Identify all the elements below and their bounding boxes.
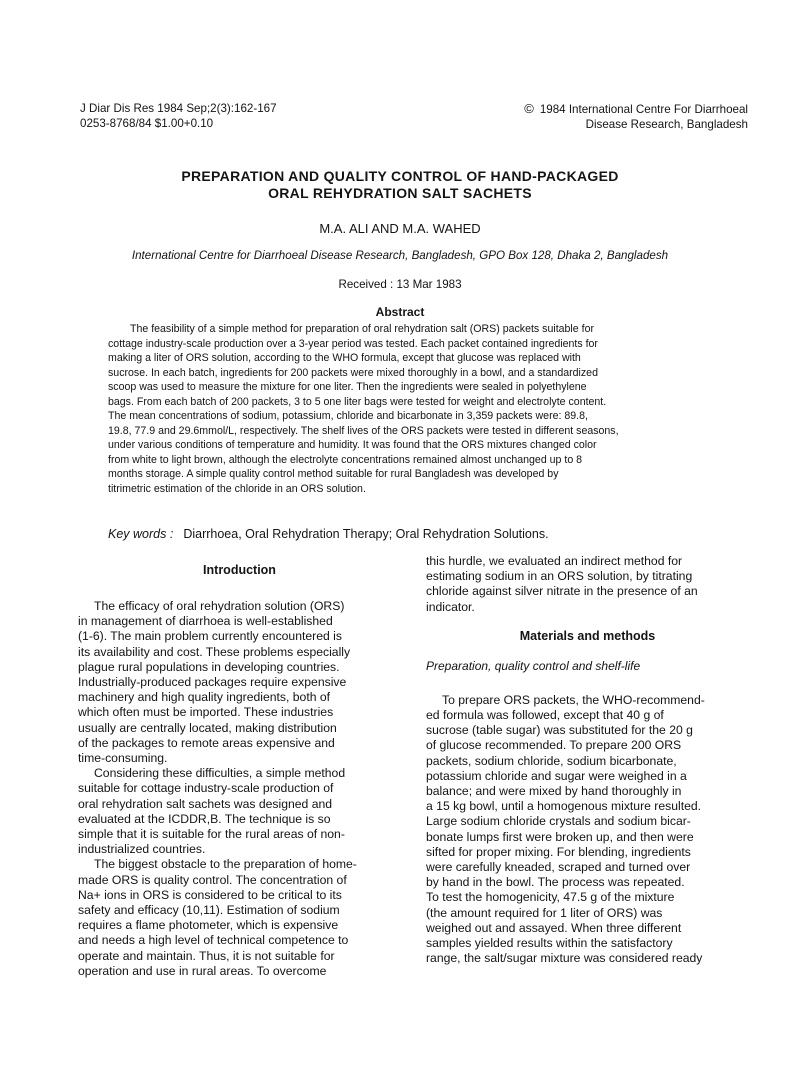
text-line: (1-6). The main problem currently encountered is (78, 629, 342, 644)
text-line: made ORS is quality control. The concentration of (78, 872, 347, 887)
paper-title (0, 168, 800, 202)
right-column (426, 554, 749, 966)
intro-paragraph-2 (78, 766, 401, 857)
abstract-line: The mean concentrations of sodium, potassium, chloride and bicarbonate in 3,359 packets were: 89.8, (108, 410, 588, 422)
text-line: usually are centrally located, making distribution (78, 720, 337, 735)
affiliation: International Centre for Diarrhoeal Disease Research, Bangladesh, GPO Box 128, Dhaka 2, Bangladesh (131, 249, 669, 262)
text-line: samples yielded results within the satisfactory (426, 936, 673, 951)
abstract-line: under various conditions of temperature and humidity. It was found that the ORS mixtures changed color (108, 439, 597, 451)
text-line: Large sodium chloride crystals and sodium bicar- (426, 814, 691, 829)
text-line: Industrially-produced packages require expensive (78, 675, 347, 690)
text-line: balance; and were mixed by hand thoroughly in (426, 784, 682, 799)
text-line: packets, sodium chloride, sodium bicarbonate, (426, 753, 677, 768)
abstract-line: The feasibility of a simple method for preparation of oral rehydration salt (ORS) packets suitable for (130, 323, 594, 335)
copyright-icon: © (524, 101, 534, 116)
text-line: and needs a high level of technical competence to (78, 933, 349, 948)
text-line: time-consuming. (78, 751, 168, 766)
text-line: The biggest obstacle to the preparation of home- (94, 857, 357, 872)
title-line-1: PREPARATION AND QUALITY CONTROL OF HAND-PACKAGED (181, 168, 619, 184)
text-line: oral rehydration salt sachets was designed and (78, 796, 333, 811)
intro-paragraph-1 (78, 599, 401, 766)
text-line: bonate lumps first were broken up, and then were (426, 829, 694, 844)
authors: M.A. ALI AND M.A. WAHED (319, 221, 481, 236)
abstract-line: cottage industry-scale production over a 3-year period was tested. Each packet contained ingredients for (108, 337, 598, 350)
abstract-line: making a liter of ORS solution, according to the WHO formula, except that glucose was replaced with (108, 352, 581, 364)
text-line: simple that it is suitable for the rural areas of non- (78, 827, 345, 842)
text-line: (the amount required for 1 liter of ORS) was (426, 905, 663, 920)
text-line: machinery and high quality ingredients, both of (78, 690, 331, 705)
text-line: industrialized countries. (78, 842, 206, 857)
copyright-line-2: Disease Research, Bangladesh (585, 118, 748, 131)
text-line: range, the salt/sugar mixture was considered ready (426, 951, 703, 966)
text-line: estimating sodium in an ORS solution, by titrating (426, 569, 693, 584)
text-line: indicator. (426, 599, 475, 614)
title-line-2: ORAL REHYDRATION SALT SACHETS (268, 185, 532, 201)
text-line: weighed out and assayed. When three different (426, 920, 682, 935)
preparation-subheading: Preparation, quality control and shelf-life (426, 658, 641, 673)
abstract-line: months storage. A simple quality control method suitable for rural Bangladesh was developed by (108, 468, 559, 480)
text-line: The efficacy of oral rehydration solution (ORS) (94, 599, 345, 613)
text-line: requires a flame photometer, which is expensive (78, 918, 339, 933)
journal-citation (80, 101, 277, 131)
abstract-line: titrimetric estimation of the chloride in an ORS solution. (108, 482, 366, 495)
text-line: which often must be imported. These industries (78, 705, 334, 720)
text-line: To prepare ORS packets, the WHO-recommend- (442, 692, 705, 707)
text-line: of glucose recommended. To prepare 200 ORS (426, 738, 682, 753)
journal-line-2: 0253-8768/84 $1.00+0.10 (80, 117, 214, 130)
copyright-line-1: 1984 International Centre For Diarrhoeal (539, 103, 748, 116)
left-column (78, 563, 401, 979)
text-line: potassium chloride and sugar were weighed in a (426, 768, 687, 783)
text-line: suitable for cottage industry-scale production of (78, 781, 334, 796)
abstract-heading: Abstract (375, 305, 425, 319)
abstract-line: sucrose. In each batch, ingredients for 200 packets were mixed thoroughly in a bowl, and a standardized (108, 366, 598, 379)
text-line: this hurdle, we evaluated an indirect method for (426, 554, 683, 568)
text-line: ed formula was followed, except that 40 g of (426, 708, 664, 723)
intro-paragraph-continued (426, 554, 749, 615)
text-line: Na+ ions in ORS is considered to be critical to its (78, 887, 342, 902)
text-line: of the packages to remote areas expensive and (78, 735, 335, 750)
abstract-line: scoop was used to measure the mixture for one liter. Then the ingredients were sealed in polyethylene (108, 381, 587, 393)
journal-line-1: J Diar Dis Res 1984 Sep;2(3):162-167 (80, 102, 277, 115)
keywords-text: Diarrhoea, Oral Rehydration Therapy; Oral Rehydration Solutions. (183, 527, 549, 541)
text-line: sifted for proper mixing. For blending, ingredients (426, 844, 691, 859)
text-line: plague rural populations in developing countries. (78, 659, 340, 674)
text-line: Considering these difficulties, a simple method (94, 766, 346, 781)
text-line: in management of diarrhoea is well-established (78, 614, 333, 629)
received-date: Received : 13 Mar 1983 (338, 278, 462, 291)
materials-methods-heading: Materials and methods (519, 628, 656, 643)
abstract-line: 19.8, 77.9 and 29.6mmol/L, respectively. The shelf lives of the ORS packets were tested in different seasons, (108, 424, 619, 437)
intro-paragraph-3 (78, 857, 401, 979)
text-line: operate and maintain. Thus, it is not suitable for (78, 948, 335, 963)
copyright-notice (524, 101, 748, 132)
text-line: a 15 kg bowl, until a homogenous mixture resulted. (426, 799, 702, 814)
text-line: safety and efficacy (10,11). Estimation of sodium (78, 903, 340, 918)
text-line: To test the homogenicity, 47.5 g of the mixture (426, 890, 675, 905)
keywords (108, 527, 549, 541)
text-line: evaluated at the ICDDR,B. The technique is so (78, 811, 331, 826)
text-line: by hand in the bowl. The process was repeated. (426, 875, 685, 890)
methods-paragraph-1 (426, 693, 749, 967)
introduction-heading: Introduction (203, 563, 276, 577)
text-line: chloride against silver nitrate in the presence of an (426, 584, 698, 599)
abstract-body (108, 322, 720, 496)
text-line: were carefully kneaded, scraped and turned over (426, 860, 691, 875)
keywords-label: Key words : (108, 527, 174, 541)
text-line: its availability and cost. These problems especially (78, 644, 351, 659)
abstract-line: from white to light brown, although the electrolyte concentrations remained almost unchanged up to 8 (108, 453, 583, 466)
abstract-line: bags. From each batch of 200 packets, 3 to 5 one liter bags were tested for weight and electrolyte content. (108, 395, 607, 408)
text-line: operation and use in rural areas. To overcome (78, 963, 327, 978)
text-line: sucrose (table sugar) was substituted for the 20 g (426, 723, 693, 738)
